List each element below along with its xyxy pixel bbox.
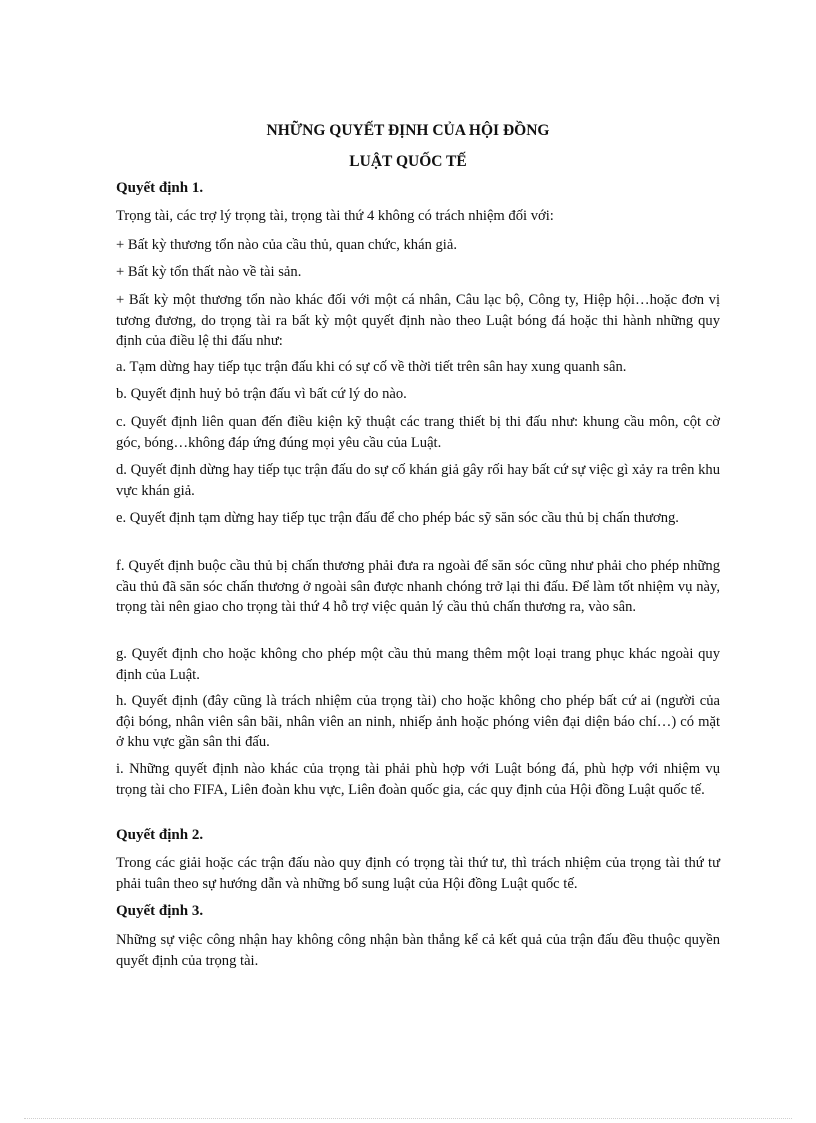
section-heading-2: Quyết định 2. bbox=[116, 827, 204, 843]
section-heading-1: Quyết định 1. bbox=[116, 180, 204, 196]
paragraph-bullet-1: + Bất kỳ thương tổn nào của cầu thủ, quan chức, khán giả. bbox=[116, 237, 457, 253]
paragraph-item-e: e. Quyết định tạm dừng hay tiếp tục trận đấu để cho phép bác sỹ săn sóc cầu thủ bị chấn thương. bbox=[116, 510, 679, 526]
paragraph-section-2: Trong các giải hoặc các trận đấu nào quy định có trọng tài thứ tư, thì trách nhiệm của trọng tài thứ tư phải tuân theo sự hướng dẫn và những bổ sung luật của Hội đồng Luật quốc tế. bbox=[116, 855, 720, 892]
paragraph-bullet-3: + Bất kỳ một thương tổn nào khác đối với một cá nhân, Câu lạc bộ, Công ty, Hiệp hội…hoặc đơn vị tương đương, do trọng tài ra bất kỳ một quyết định nào theo Luật bóng đá hoặc thi hành những quy định của điều lệ thi đấu như: bbox=[116, 292, 720, 349]
paragraph-item-i: i. Những quyết định nào khác của trọng tài phải phù hợp với Luật bóng đá, phù hợp với nhiệm vụ trọng tài cho FIFA, Liên đoàn khu vực, Liên đoàn quốc gia, các quy định của Hội đồng Luật quốc tế. bbox=[116, 761, 720, 798]
paragraph-item-c: c. Quyết định liên quan đến điều kiện kỹ thuật các trang thiết bị thi đấu như: khung cầu môn, cột cờ góc, bóng…không đáp ứng đúng mọi yêu cầu của Luật. bbox=[116, 414, 720, 451]
document-title-line-2: LUẬT QUỐC TẾ bbox=[349, 153, 467, 170]
document-title-line-1: NHỮNG QUYẾT ĐỊNH CỦA HỘI ĐỒNG bbox=[266, 122, 550, 139]
page-bottom-divider bbox=[24, 1118, 792, 1119]
paragraph-item-f: f. Quyết định buộc cầu thủ bị chấn thương phải đưa ra ngoài để săn sóc cũng như phải cho phép những cầu thủ đã săn sóc chấn thương ở ngoài sân được nhanh chóng trở lại thi đấu. Để làm tốt nhiệm vụ này, trọng tài nên giao cho trọng tài thứ 4 hỗ trợ việc quản lý cầu thủ chấn thương ra, vào sân. bbox=[116, 558, 720, 615]
paragraph-item-h: h. Quyết định (đây cũng là trách nhiệm của trọng tài) cho hoặc không cho phép bất cứ ai (người của đội bóng, nhân viên sân bãi, nhân viên an ninh, nhiếp ảnh hoặc phóng viên đại diện báo chí…) có mặt ở khu vực gần sân thi đấu. bbox=[116, 693, 720, 750]
paragraph-bullet-2: + Bất kỳ tổn thất nào về tài sản. bbox=[116, 264, 302, 280]
paragraph-item-b: b. Quyết định huỷ bỏ trận đấu vì bất cứ lý do nào. bbox=[116, 386, 407, 402]
section-heading-3: Quyết định 3. bbox=[116, 903, 204, 919]
paragraph-section-3: Những sự việc công nhận hay không công nhận bàn thắng kể cả kết quả của trận đấu đều thuộc quyền quyết định của trọng tài. bbox=[116, 932, 720, 969]
paragraph-item-a: a. Tạm dừng hay tiếp tục trận đấu khi có sự cố về thời tiết trên sân hay xung quanh sân. bbox=[116, 359, 627, 375]
paragraph-item-g: g. Quyết định cho hoặc không cho phép một cầu thủ mang thêm một loại trang phục khác ngoài quy định của Luật. bbox=[116, 646, 720, 683]
paragraph-item-d: d. Quyết định dừng hay tiếp tục trận đấu do sự cố khán giả gây rối hay bất cứ sự việc gì xảy ra trên khu vực khán giả. bbox=[116, 462, 720, 499]
paragraph-intro: Trọng tài, các trợ lý trọng tài, trọng tài thứ 4 không có trách nhiệm đối với: bbox=[116, 208, 554, 224]
